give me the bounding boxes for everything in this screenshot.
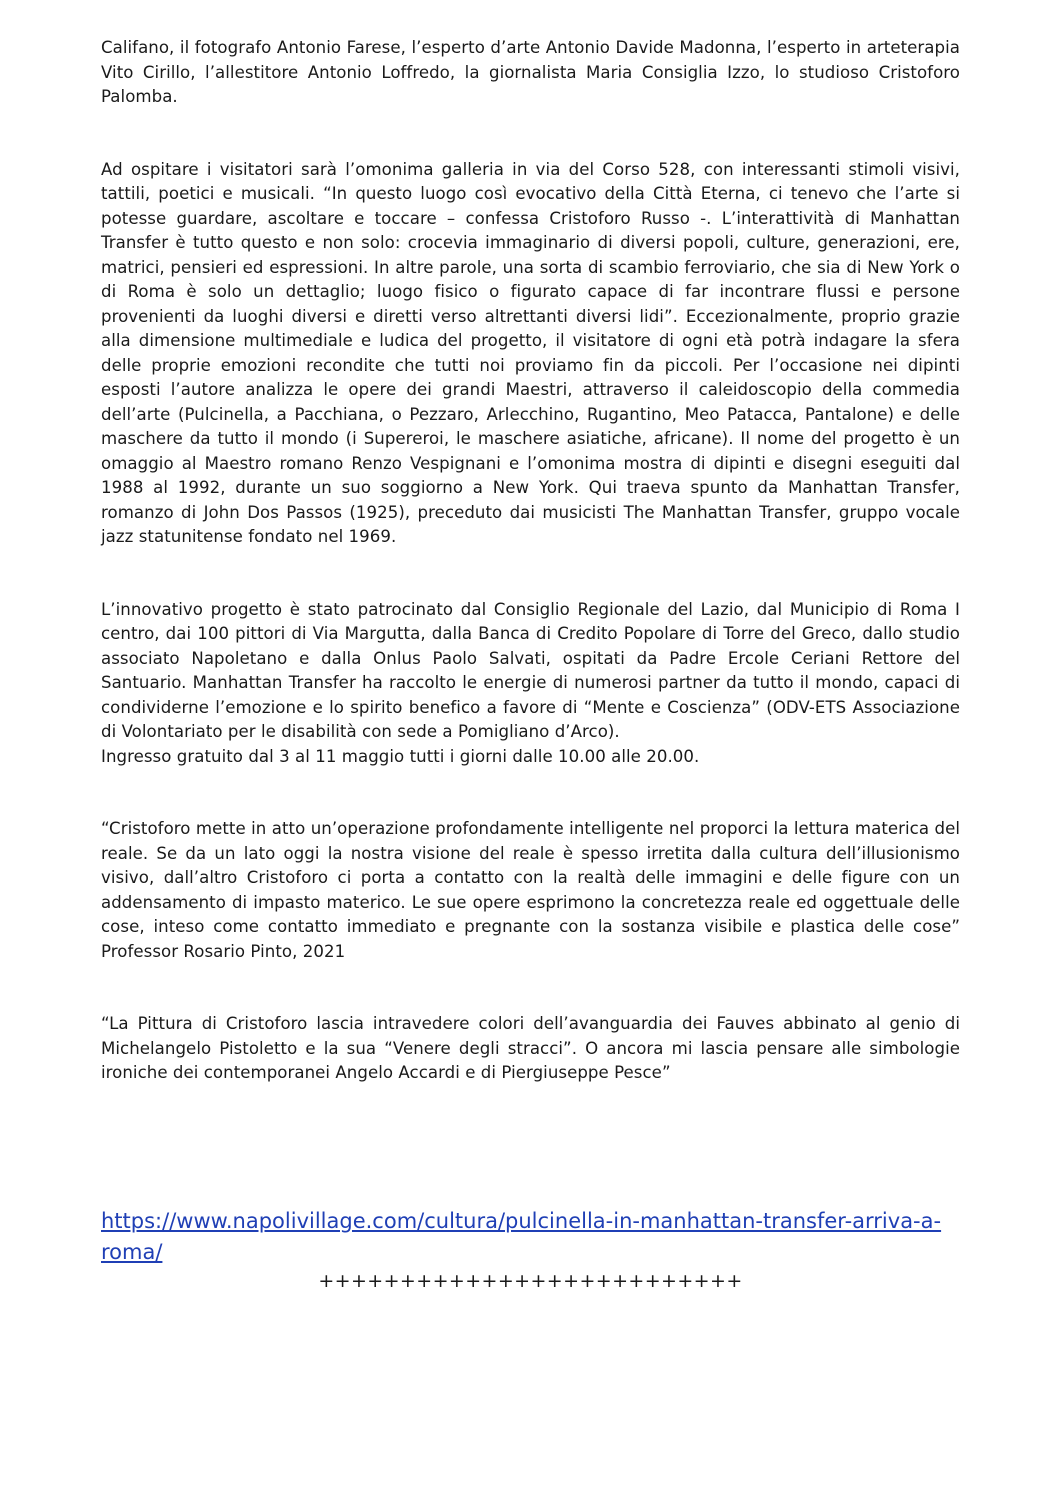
paragraph-gallery: Ad ospitare i visitatori sarà l’omonima galleria in via del Corso 528, con interessanti stimoli visivi, tattili, poetici e musicali. “In questo luogo così evocativo della Città Eterna, ci tenevo che l’arte si potesse guardare, ascoltare e toccare – confessa Cristoforo Russo -. L’interattività di Manhattan Transfer è tutto questo e non solo: crocevia immaginario di diversi popoli, culture, generazioni, ere, matrici, pensieri ed espressioni. In altre parole, una sorta di scambio ferroviario, che sia di New York o di Roma è solo un dettaglio; luogo fisico o figurato capace di far incontrare flussi e persone provenienti da luoghi diversi e diretti verso altrettanti diversi lidi”. Eccezionalmente, proprio grazie alla dimensione multimediale e ludica del progetto, il visitatore di ogni età potrà indagare la sfera delle proprie emozioni recondite che tutti noi proviamo fin da piccoli. Per l’occasione nei dipinti esposti l’autore analizza le opere dei grandi Maestri, attraverso il caleidoscopio della commedia dell’arte (Pulcinella, a Pacchiana, o Pezzaro, Arlecchino, Rugantino, Meo Patacca, Pantalone) e delle maschere da tutto il mondo (i Supereroi, le maschere asiatiche, africane). Il nome del progetto è un omaggio al Maestro romano Renzo Vespignani e l’omonima mostra di dipinti e disegni eseguiti dal 1988 al 1992, durante un suo soggiorno a New York. Qui traeva spunto da Manhattan Transfer, romanzo di John Dos Passos (1925), preceduto dai musicisti The Manhattan Transfer, gruppo vocale jazz statunitense fondato nel 1969. xyxy=(101,159,960,546)
separator-line: ++++++++++++++++++++++++++ xyxy=(318,1270,743,1292)
paragraph-admission: Ingresso gratuito dal 3 al 11 maggio tutti i giorni dalle 10.00 alle 20.00. xyxy=(101,746,700,766)
paragraph-credits: Califano, il fotografo Antonio Farese, l’esperto d’arte Antonio Davide Madonna, l’esperto in arteterapia Vito Cirillo, l’allestitore Antonio Loffredo, la giornalista Maria Consiglia Izzo, lo studioso Cristoforo Palomba. xyxy=(101,38,960,106)
paragraph-sponsors: L’innovativo progetto è stato patrocinato dal Consiglio Regionale del Lazio, dal Municipio di Roma I centro, dai 100 pittori di Via Margutta, dalla Banca di Credito Popolare di Torre del Greco, dallo studio associato Napoletano e dalla Onlus Paolo Salvati, ospitati da Padre Ercole Ceriani Rettore del Santuario. Manhattan Transfer ha raccolto le energie di numerosi partner da tutto il mondo, capaci di condividerne l’emozione e lo spirito benefico a favore di “Mente e Coscienza” (ODV-ETS Associazione di Volontariato per le disabilità con sede a Pomigliano d’Arco). xyxy=(101,599,960,741)
quote-pittura: “La Pittura di Cristoforo lascia intravedere colori dell’avanguardia dei Fauves abbinato al genio di Michelangelo Pistoletto e la sua “Venere degli stracci”. O ancora mi lascia pensare alle simbologie ironiche dei contemporanei Angelo Accardi e di Piergiuseppe Pesce” xyxy=(101,1014,960,1082)
source-link-block xyxy=(101,1206,960,1268)
source-link[interactable]: https://www.napolivillage.com/cultura/pulcinella-in-manhattan-transfer-arriva-a-roma/ xyxy=(101,1209,942,1264)
quote-attribution: Professor Rosario Pinto, 2021 xyxy=(101,941,346,961)
document-body xyxy=(101,36,960,1086)
quote-pinto: “Cristoforo mette in atto un’operazione profondamente intelligente nel proporci la lettura materica del reale. Se da un lato oggi la nostra visione del reale è spesso irretita dalla cultura dell’illusionismo visivo, dall’altro Cristoforo ci porta a contatto con la realtà delle immagini e delle figure con un addensamento di impasto materico. Le sue opere esprimono la concretezza reale ed oggettuale delle cose, inteso come contatto immediato e pregnante con la sostanza visibile e plastica delle cose” xyxy=(101,819,960,936)
